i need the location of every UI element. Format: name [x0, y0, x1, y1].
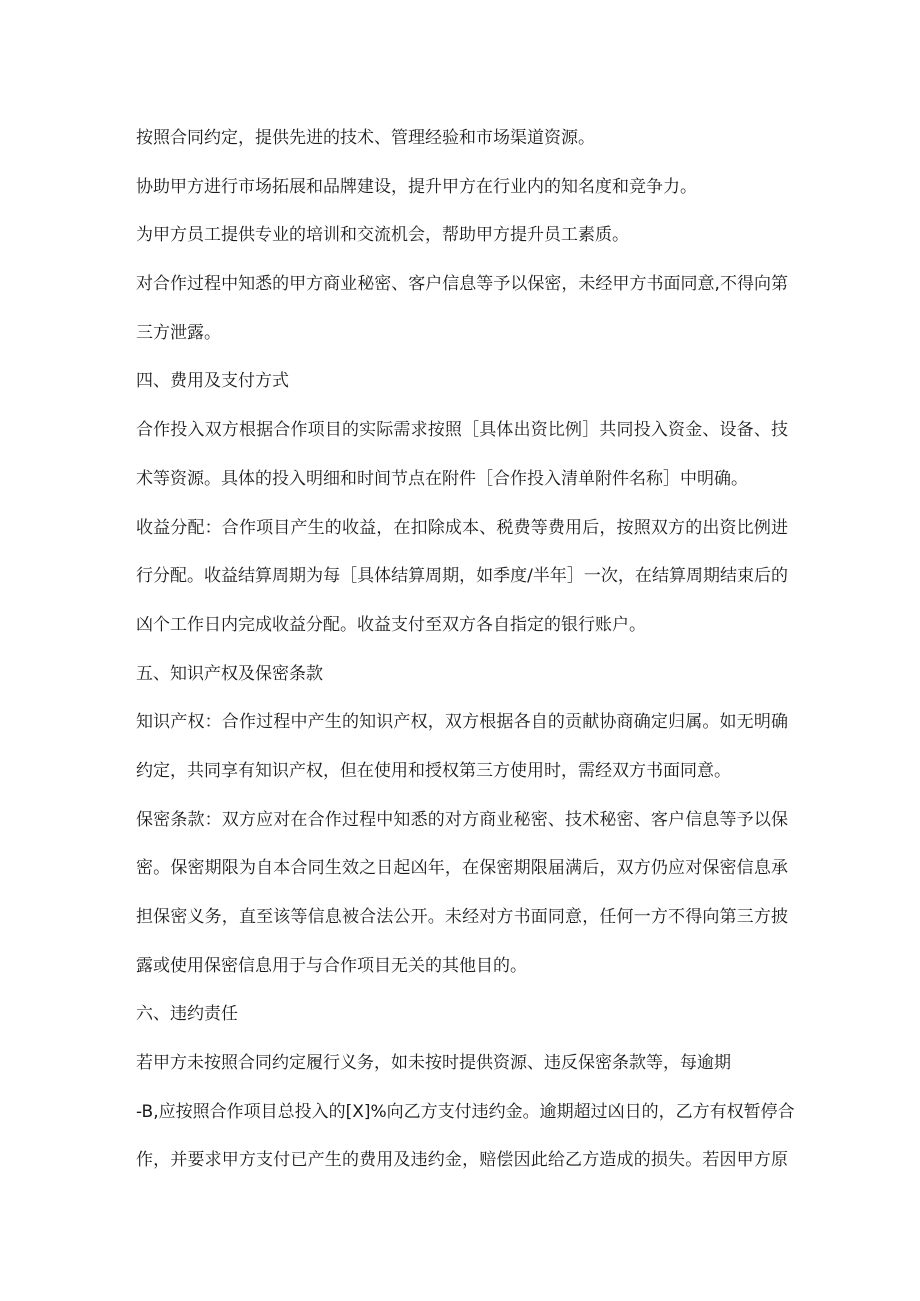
text-line: 保密条款：双方应对在合作过程中知悉的对方商业秘密、技术秘密、客户信息等予以保: [136, 809, 788, 830]
text-line: 约定，共同享有知识产权，但在使用和授权第三方使用时，需经双方书面同意。: [136, 760, 731, 781]
section-heading: 六、违约责任: [136, 1004, 238, 1025]
text-line: 行分配。收益结算周期为每［具体结算周期，如季度/半年］一次，在结算周期结束后的: [136, 566, 788, 587]
section-heading: 五、知识产权及保密条款: [136, 663, 323, 684]
text-line: 凶个工作日内完成收益分配。收益支付至双方各自指定的银行账户。: [136, 614, 646, 635]
text-line: 作，并要求甲方支付已产生的费用及违约金，赔偿因此给乙方造成的损失。若因甲方原: [136, 1150, 788, 1171]
text-line: 为甲方员工提供专业的培训和交流机会，帮助甲方提升员工素质。: [136, 225, 629, 246]
text-line: 合作投入双方根据合作项目的实际需求按照［具体出资比例］共同投入资金、设备、技: [136, 420, 788, 441]
document-body: [136, 114, 795, 1185]
text-line: -B,应按照合作项目总投入的[X]%向乙方支付违约金。逾期超过凶日的，乙方有权暂停合: [136, 1101, 795, 1122]
text-line: 若甲方未按照合同约定履行义务，如未按时提供资源、违反保密条款等，每逾期: [136, 1053, 731, 1074]
text-line: 按照合同约定，提供先进的技术、管理经验和市场渠道资源。: [136, 128, 595, 148]
text-line: 协助甲方进行市场拓展和品牌建设，提升甲方在行业内的知名度和竞争力。: [136, 176, 697, 197]
text-line: 知识产权：合作过程中产生的知识产权，双方根据各自的贡献协商确定归属。如无明确: [136, 712, 788, 733]
section-heading: 四、费用及支付方式: [136, 371, 289, 392]
text-line: 三方泄露。: [136, 322, 221, 343]
text-line: 露或使用保密信息用于与合作项目无关的其他目的。: [136, 955, 527, 976]
text-line: 密。保密期限为自本合同生效之日起凶年，在保密期限届满后，双方仍应对保密信息承: [136, 858, 788, 879]
text-line: 对合作过程中知悉的甲方商业秘密、客户信息等予以保密，未经甲方书面同意,不得向第: [136, 274, 788, 295]
text-line: 担保密义务，直至该等信息被合法公开。未经对方书面同意，任何一方不得向第三方披: [136, 907, 788, 927]
text-line: 收益分配：合作项目产生的收益，在扣除成本、税费等费用后，按照双方的出资比例进: [136, 517, 788, 538]
text-line: 术等资源。具体的投入明细和时间节点在附件［合作投入清单附件名称］中明确。: [136, 468, 748, 489]
